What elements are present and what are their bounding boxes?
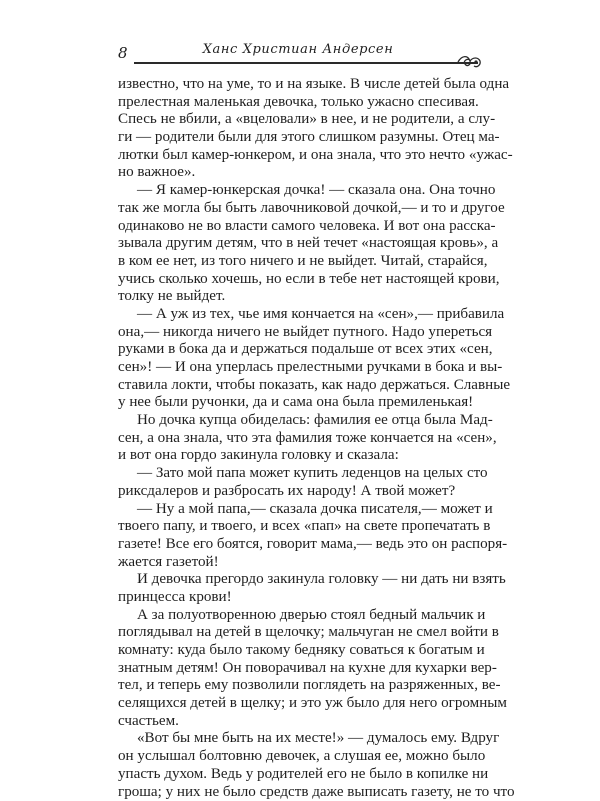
text-line: в ком ее нет, из того ничего и не выйдет. Читай, старайся,	[118, 253, 478, 271]
text-line: — А уж из тех, чье имя кончается на «сен»,— прибавила	[118, 306, 478, 324]
text-line: сен, а она знала, что эта фамилия тоже кончается на «сен»,	[118, 430, 478, 448]
text-line: А за полуотворенною дверью стоял бедный мальчик и	[118, 607, 478, 625]
text-line: она,— никогда ничего не выйдет путного. Надо упереться	[118, 324, 478, 342]
text-line: известно, что на уме, то и на языке. В числе детей была одна	[118, 76, 478, 94]
text-line: счастьем.	[118, 713, 478, 731]
text-line: и вот она гордо закинула головку и сказала:	[118, 447, 478, 465]
text-line: гроша; у них не было средств даже выписать газету, не то что	[118, 784, 478, 801]
text-line: — Я камер-юнкерская дочка! — сказала она. Она точно	[118, 182, 478, 200]
text-line: руками в бока да и держаться подальше от всех этих «сен,	[118, 341, 478, 359]
page-number: 8	[118, 44, 128, 62]
text-line: Спесь не вбили, а «вцеловали» в нее, и не родители, а слу-	[118, 111, 478, 129]
text-line: принцесса крови!	[118, 589, 478, 607]
text-line: лютки был камер-юнкером, и она знала, что это нечто «ужас-	[118, 147, 478, 165]
text-line: комнату: куда было такому бедняку соваться к богатым и	[118, 642, 478, 660]
text-line: — Ну а мой папа,— сказала дочка писателя,— может и	[118, 501, 478, 519]
text-line: тел, и теперь ему позволили поглядеть на разряженных, ве-	[118, 677, 478, 695]
text-line: учись сколько хочешь, но если в тебе нет настоящей крови,	[118, 271, 478, 289]
text-line: жается газетой!	[118, 554, 478, 572]
text-line: сен»! — И она уперлась прелестными ручками в бока и вы-	[118, 359, 478, 377]
text-line: риксдалеров и разбросать их народу! А твой может?	[118, 483, 478, 501]
text-line: но важное».	[118, 164, 478, 182]
flourish-ornament-icon	[456, 52, 482, 72]
text-line: И девочка прегордо закинула головку — ни дать ни взять	[118, 571, 478, 589]
body-text	[118, 76, 478, 801]
page-header	[118, 40, 478, 70]
text-line: знатным детям! Он поворачивал на кухне для кухарки вер-	[118, 660, 478, 678]
text-line: — Зато мой папа может купить леденцов на целых сто	[118, 465, 478, 483]
running-title: Ханс Христиан Андерсен	[118, 42, 478, 57]
text-line: Но дочка купца обиделась: фамилия ее отца была Мад-	[118, 412, 478, 430]
text-line: толку не выйдет.	[118, 288, 478, 306]
text-line: селящихся детей в щелку; и это уж было для него огромным	[118, 695, 478, 713]
text-line: упасть духом. Ведь у родителей его не было в копилке ни	[118, 766, 478, 784]
text-line: так же могла бы быть лавочниковой дочкой,— и то и другое	[118, 200, 478, 218]
text-line: прелестная маленькая девочка, только ужасно спесивая.	[118, 94, 478, 112]
text-line: газете! Все его боятся, говорит мама,— ведь это он распоря-	[118, 536, 478, 554]
text-line: твоего папу, и твоего, и всех «пап» на свете пропечатать в	[118, 518, 478, 536]
text-line: у нее были ручонки, да и сама она была премиленькая!	[118, 394, 478, 412]
text-line: ставила локти, чтобы показать, как надо держаться. Славные	[118, 377, 478, 395]
text-line: одинаково не во власти самого человека. И вот она расска-	[118, 218, 478, 236]
text-line: он услышал болтовню девочек, а слушая ее, можно было	[118, 748, 478, 766]
header-rule	[134, 62, 478, 64]
text-line: поглядывал на детей в щелочку; мальчуган не смел войти в	[118, 624, 478, 642]
text-line: ги — родители были для этого слишком разумны. Отец ма-	[118, 129, 478, 147]
text-line: «Вот бы мне быть на их месте!» — думалось ему. Вдруг	[118, 730, 478, 748]
text-line: зывала другим детям, что в ней течет «настоящая кровь», а	[118, 235, 478, 253]
